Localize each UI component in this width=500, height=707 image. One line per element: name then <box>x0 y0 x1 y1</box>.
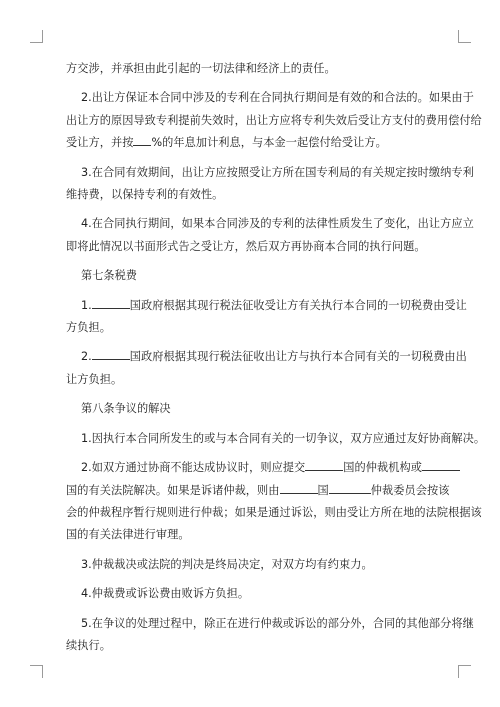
text-line: 1.因执行本合同所发生的或与本合同有关的一切争议，双方应通过友好协商解决。 <box>81 431 486 445</box>
paragraph-dispute-5 <box>66 613 474 658</box>
text-fragment: %的年息加计利息，与本金一起偿付给受让方。 <box>151 136 387 150</box>
text-line <box>66 295 467 317</box>
paragraph-legal-change <box>66 213 474 258</box>
text-line <box>66 132 436 154</box>
crop-mark-top-left <box>30 30 43 43</box>
blank-country <box>92 297 130 309</box>
paragraph-dispute-3 <box>66 554 436 576</box>
text-line: 4.在合同执行期间，如果本合同涉及的专利的法律性质发生了变化，出让方应立 <box>81 217 474 231</box>
paragraph-dispute-1 <box>66 428 486 450</box>
text-fragment: 受让方，并按 <box>66 136 134 150</box>
text-fragment: 国政府根据其现行税法征收出让方与执行本合同有关的一切税费由出 <box>129 350 467 364</box>
text-line: 让方负担。 <box>66 372 123 386</box>
text-fragment: 国的有关法院解决。如果是诉诸仲裁，则由 <box>66 483 280 497</box>
text-fragment: 仲裁委员会按该 <box>370 483 450 497</box>
text-line: 5.在争议的处理过程中，除正在进行仲裁或诉讼的部分外，合同的其他部分将继 <box>81 616 474 630</box>
text-line <box>66 346 467 368</box>
text-line: 2.出让方保证本合同中涉及的专利在合同执行期间是有效的和合法的。如果由于 <box>81 91 474 105</box>
crop-mark-top-right <box>458 30 471 43</box>
blank-country <box>422 459 460 471</box>
text-line: 方交涉，并承担由此引起的一切法律和经济上的责任。 <box>66 62 336 75</box>
text-line: 维持费，以保持专利的有效性。 <box>66 188 224 202</box>
paragraph-maintenance-fee <box>66 162 474 207</box>
text-fragment: 国 <box>317 483 329 497</box>
text-line: 4.仲裁费或诉讼费由败诉方负担。 <box>81 587 250 601</box>
blank-country <box>280 482 318 494</box>
paragraph-liability <box>66 58 436 80</box>
document-body <box>66 58 486 664</box>
paragraph-dispute-4 <box>66 583 436 605</box>
section-heading-taxes: 第七条税费 <box>81 269 137 283</box>
text-line: 会的仲裁程序暂行规则进行仲裁；如果是通过诉讼，则由受让方所在地的法院根据该 <box>66 505 482 519</box>
crop-mark-bottom-left <box>30 665 43 678</box>
paragraph-patent-validity <box>66 87 482 154</box>
text-line: 3.仲裁裁决或法院的判决是终局决定，对双方均有约束力。 <box>81 557 373 571</box>
paragraph-tax-1 <box>66 295 467 340</box>
blank-country <box>92 348 130 360</box>
text-line: 即将此情况以书面形式告之受让方，然后双方再协商本合同的执行问题。 <box>66 239 426 253</box>
text-line: 出让方的原因导致专利提前失效时，出让方应将专利失效后受让方支付的费用偿付给 <box>66 113 482 127</box>
paragraph-dispute-2 <box>66 457 482 547</box>
blank-country <box>305 459 343 471</box>
text-line: 续执行。 <box>66 638 111 652</box>
section-heading-disputes: 第八条争议的解决 <box>81 402 171 416</box>
text-line <box>66 480 450 502</box>
text-line: 3.在合同有效期间，出让方应按照受让方所在国专利局的有关规定按时缴纳专利 <box>81 165 474 179</box>
blank-arbitration-body <box>329 482 371 494</box>
blank-interest-rate <box>133 134 151 146</box>
crop-mark-bottom-right <box>458 665 471 678</box>
paragraph-tax-2 <box>66 346 467 391</box>
text-fragment: 2.如双方通过协商不能达成协议时，则应提交 <box>81 461 306 475</box>
text-fragment: 2. <box>81 350 92 364</box>
text-fragment: 1. <box>81 298 92 312</box>
text-fragment: 国政府根据其现行税法征收受让方有关执行本合同的一切税费由受让 <box>129 298 467 312</box>
text-line <box>66 457 436 479</box>
text-fragment: 国的仲裁机构或 <box>343 461 422 475</box>
text-line: 国的有关法律进行审理。 <box>66 528 190 542</box>
text-line: 方负担。 <box>66 321 111 335</box>
